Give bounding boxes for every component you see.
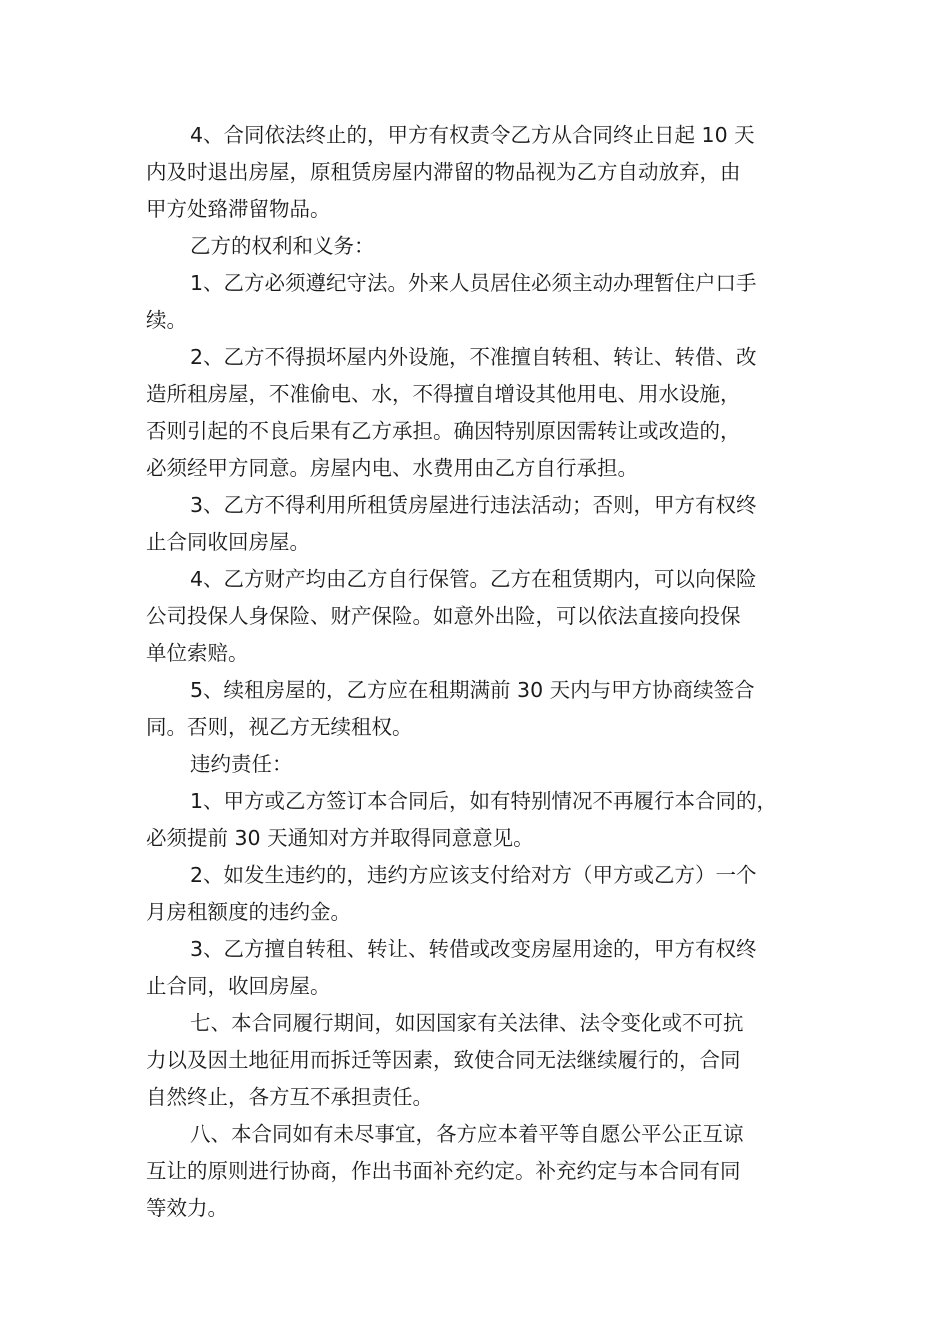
paragraph-line: 必须经甲方同意。房屋内电、水费用由乙方自行承担。 bbox=[146, 456, 638, 480]
paragraph-line: 造所租房屋，不准偷电、水，不得擅自增设其他用电、用水设施， bbox=[146, 382, 741, 406]
paragraph-line: 同。否则，视乙方无续租权。 bbox=[146, 715, 413, 739]
paragraph bbox=[146, 228, 810, 265]
paragraph-line: 单位索赔。 bbox=[146, 641, 249, 665]
paragraph bbox=[146, 931, 810, 1005]
paragraph bbox=[146, 1116, 810, 1227]
paragraph-line: 自然终止，各方互不承担责任。 bbox=[146, 1085, 433, 1109]
paragraph-line: 内及时退出房屋，原租赁房屋内滞留的物品视为乙方自动放弃，由 bbox=[146, 160, 741, 184]
paragraph-line: 否则引起的不良后果有乙方承担。确因特别原因需转让或改造的， bbox=[146, 419, 741, 443]
paragraph-line: 续。 bbox=[146, 308, 187, 332]
document-body bbox=[146, 117, 810, 1227]
paragraph bbox=[146, 1005, 810, 1116]
paragraph bbox=[146, 265, 810, 339]
paragraph-line: 2、如发生违约的，违约方应该支付给对方（甲方或乙方）一个 bbox=[190, 863, 757, 887]
paragraph bbox=[146, 783, 810, 857]
paragraph-line: 2、乙方不得损坏屋内外设施，不准擅自转租、转让、转借、改 bbox=[190, 345, 757, 369]
paragraph-line: 止合同，收回房屋。 bbox=[146, 974, 331, 998]
paragraph-line: 七、本合同履行期间，如因国家有关法律、法令变化或不可抗 bbox=[190, 1011, 744, 1035]
paragraph-line: 1、乙方必须遵纪守法。外来人员居住必须主动办理暂住户口手 bbox=[190, 271, 757, 295]
paragraph-line: 必须提前 30 天通知对方并取得同意意见。 bbox=[146, 826, 534, 850]
paragraph-line: 乙方的权利和义务： bbox=[190, 234, 375, 258]
paragraph-line: 力以及因土地征用而拆迁等因素，致使合同无法继续履行的，合同 bbox=[146, 1048, 741, 1072]
paragraph-line: 4、乙方财产均由乙方自行保管。乙方在租赁期内，可以向保险 bbox=[190, 567, 757, 591]
paragraph-line: 1、甲方或乙方签订本合同后，如有特别情况不再履行本合同的， bbox=[190, 789, 778, 813]
paragraph-line: 3、乙方不得利用所租赁房屋进行违法活动；否则，甲方有权终 bbox=[190, 493, 757, 517]
paragraph bbox=[146, 857, 810, 931]
paragraph-line: 互让的原则进行协商，作出书面补充约定。补充约定与本合同有同 bbox=[146, 1159, 741, 1183]
paragraph-line: 八、本合同如有未尽事宜，各方应本着平等自愿公平公正互谅 bbox=[190, 1122, 744, 1146]
paragraph bbox=[146, 487, 810, 561]
paragraph-line: 月房租额度的违约金。 bbox=[146, 900, 351, 924]
paragraph bbox=[146, 561, 810, 672]
paragraph bbox=[146, 672, 810, 746]
paragraph bbox=[146, 746, 810, 783]
paragraph bbox=[146, 117, 810, 228]
paragraph bbox=[146, 339, 810, 487]
paragraph-line: 3、乙方擅自转租、转让、转借或改变房屋用途的，甲方有权终 bbox=[190, 937, 757, 961]
paragraph-line: 4、合同依法终止的，甲方有权责令乙方从合同终止日起 10 天 bbox=[190, 123, 755, 147]
paragraph-line: 5、续租房屋的，乙方应在租期满前 30 天内与甲方协商续签合 bbox=[190, 678, 755, 702]
paragraph-line: 止合同收回房屋。 bbox=[146, 530, 310, 554]
paragraph-line: 违约责任： bbox=[190, 752, 293, 776]
paragraph-line: 甲方处臵滞留物品。 bbox=[146, 197, 331, 221]
paragraph-line: 等效力。 bbox=[146, 1196, 228, 1220]
paragraph-line: 公司投保人身保险、财产保险。如意外出险，可以依法直接向投保 bbox=[146, 604, 741, 628]
